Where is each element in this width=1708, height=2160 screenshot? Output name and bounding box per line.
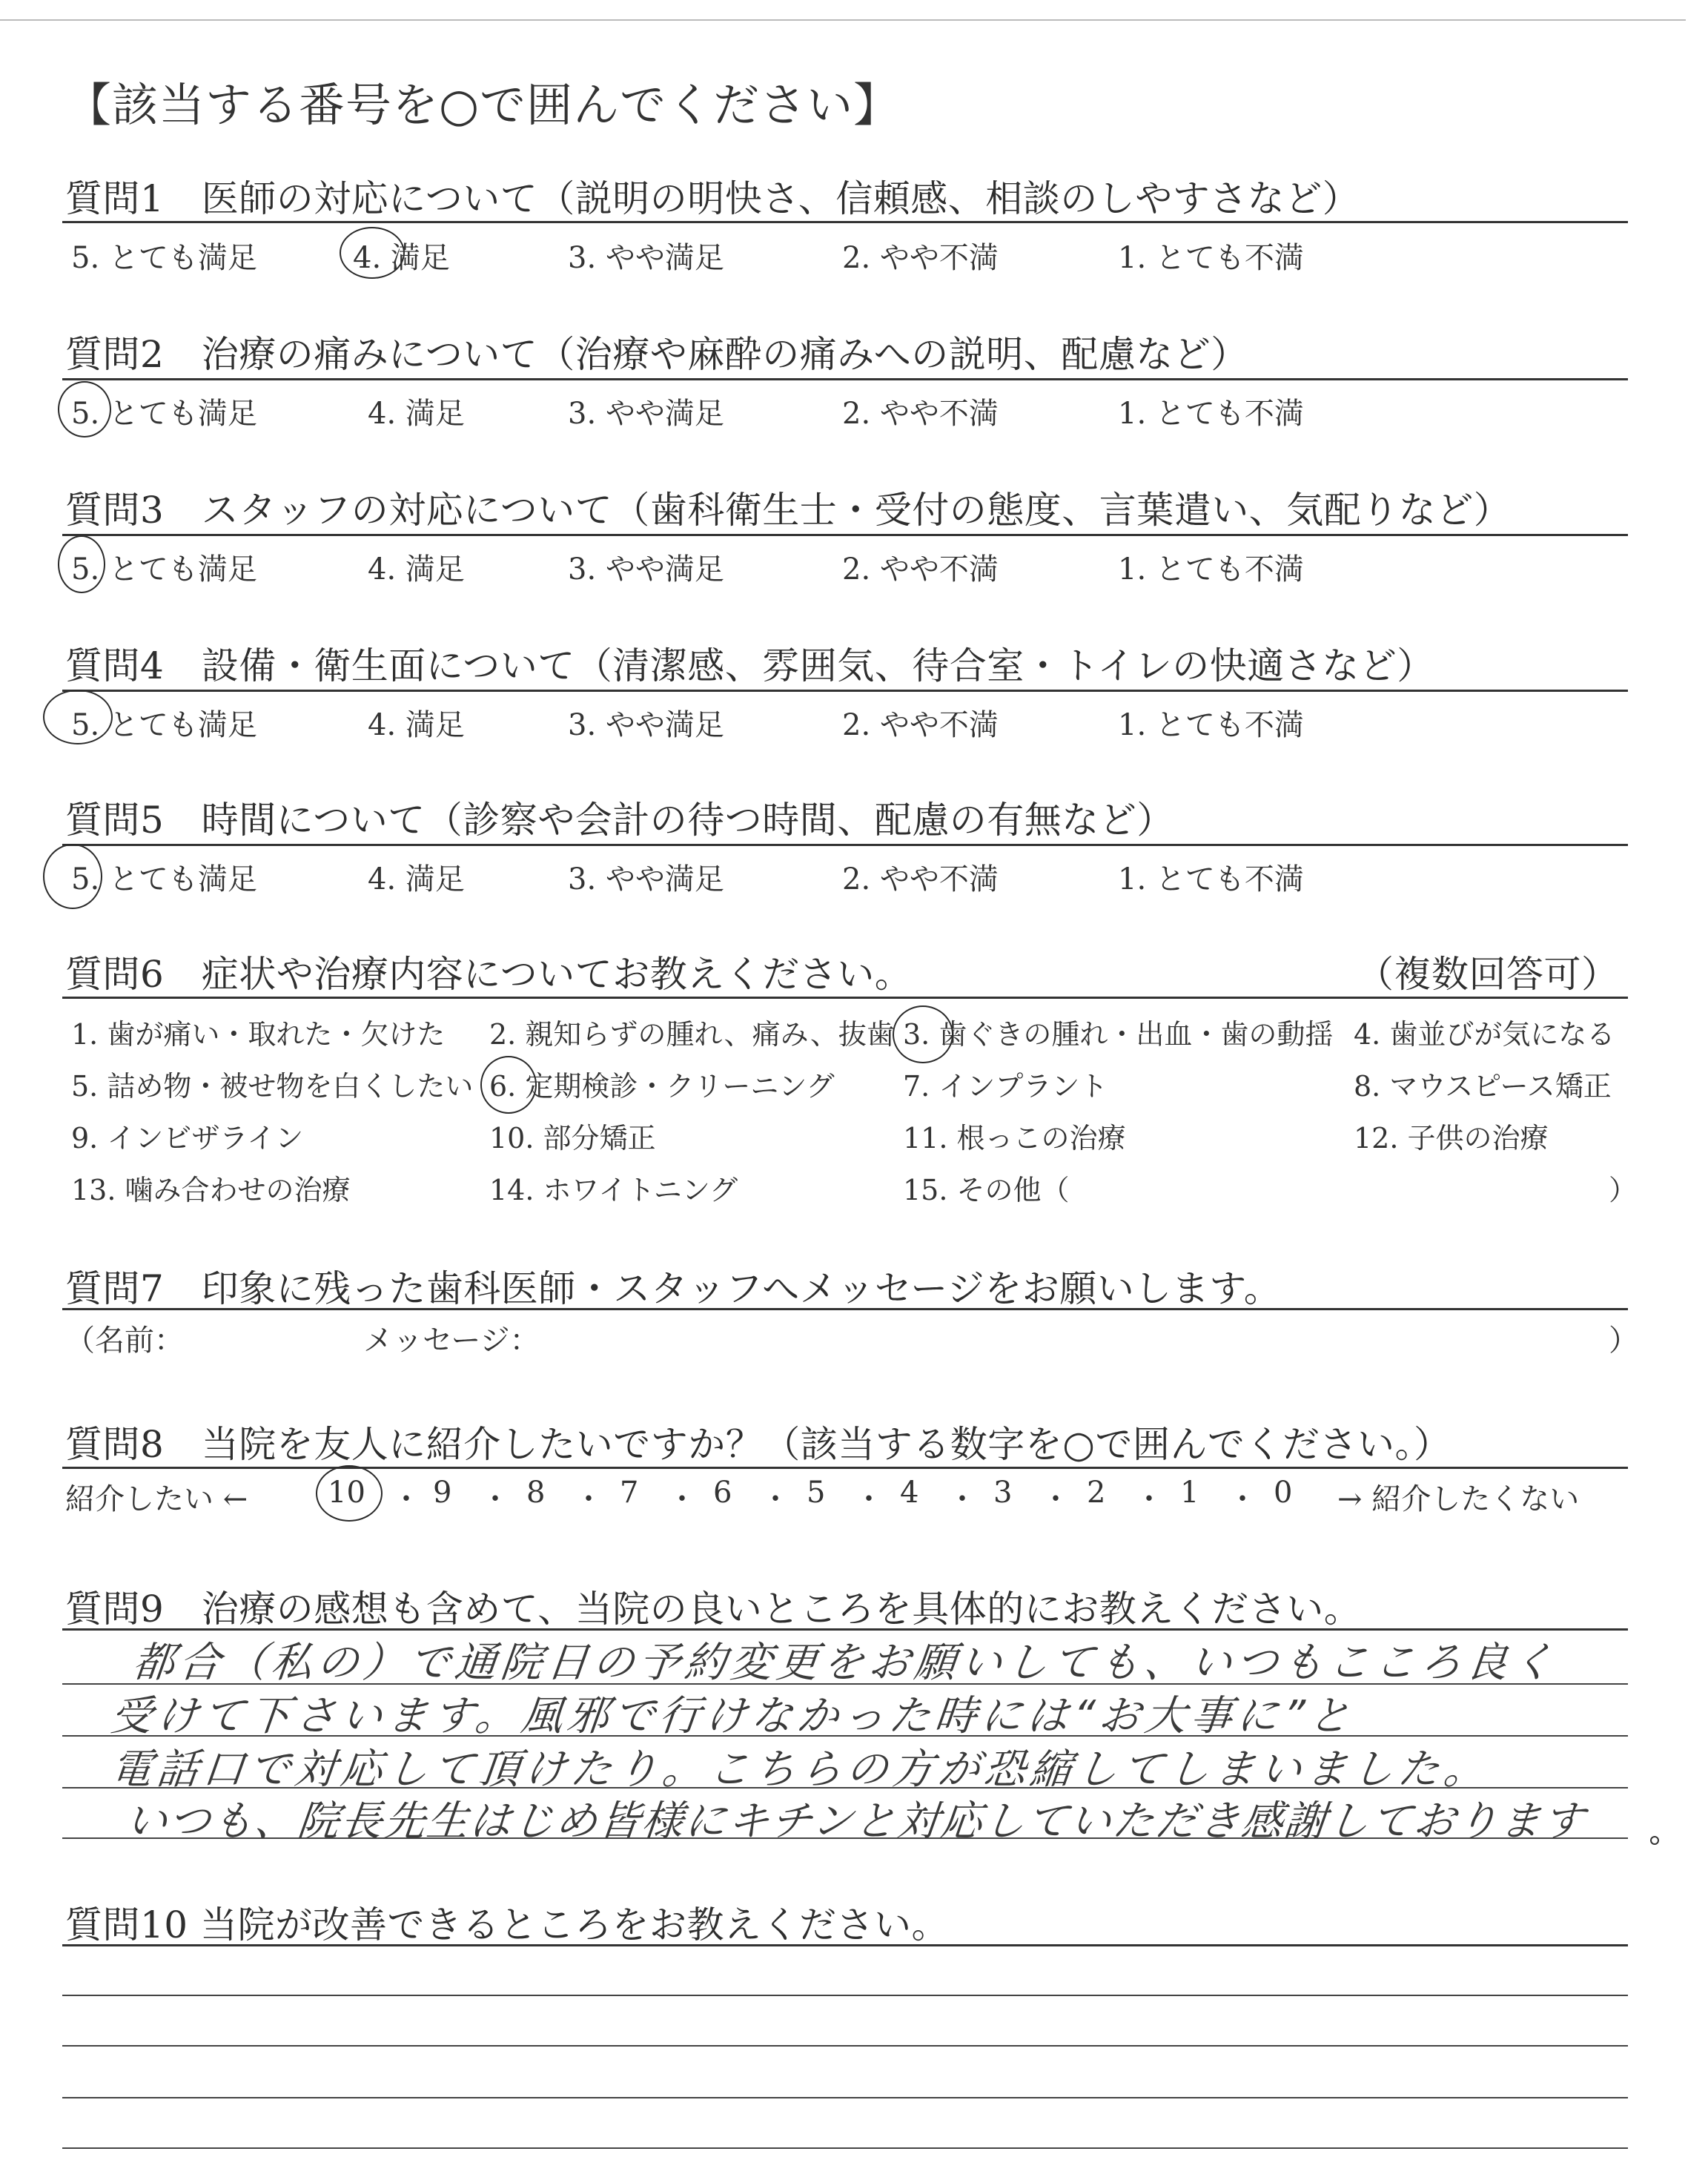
q9-answer-text: いつも、院長先生はじめ皆様にキチンと対応していただき感謝しております [123,1797,1589,1846]
q8-right-label: → 紹介したくない [1337,1482,1580,1516]
q8-scale-9[interactable]: 9 [433,1476,452,1510]
q8-dot: ・ [574,1482,603,1516]
q3-opt-4[interactable]: 4. 満足 [368,552,465,587]
q8-scale-0[interactable]: 0 [1274,1476,1293,1510]
q3-selection-circle [58,535,105,593]
q6-heading: 質問6 症状や治療内容についてお教えください。 [65,953,913,996]
q7-rule [62,1308,1628,1310]
q4-heading: 質問4 設備・衛生面について（清潔感、雰囲気、待合室・トイレの快適さなど） [65,644,1434,687]
q1-opt-3[interactable]: 3. やや満足 [568,241,724,275]
q8-dot: ・ [1228,1482,1257,1516]
q10-answer-line [62,2045,1628,2047]
q4-opt-1[interactable]: 1. とても不満 [1118,708,1304,742]
q8-heading: 質問8 当院を友人に紹介したいですか？（該当する数字を○で囲んでください。） [65,1423,1452,1466]
q6-opt-2[interactable]: 2. 親知らずの腫れ、痛み、抜歯 [489,1018,895,1051]
q10-answer-line [62,2097,1628,2098]
q4-opt-3[interactable]: 3. やや満足 [568,708,724,742]
q2-opt-1[interactable]: 1. とても不満 [1118,397,1304,431]
q8-scale-3[interactable]: 3 [993,1476,1013,1510]
q8-dot: ・ [1134,1482,1164,1516]
q2-opt-2[interactable]: 2. やや不満 [842,397,999,431]
q3-rule [62,534,1628,536]
q8-scale-8[interactable]: 8 [526,1476,546,1510]
q1-opt-1[interactable]: 1. とても不満 [1118,241,1304,275]
scan-edge-line [0,19,1686,21]
q1-rule [62,221,1628,223]
q6-opt-6[interactable]: 6. 定期検診・クリーニング [489,1070,835,1103]
q8-scale-1[interactable]: 1 [1180,1476,1199,1510]
q8-dot: ・ [667,1482,697,1516]
q4-opt-4[interactable]: 4. 満足 [368,708,465,742]
q5-opt-2[interactable]: 2. やや不満 [842,862,999,896]
q1-selection-circle [340,227,405,279]
q5-heading: 質問5 時間について（診察や会計の待つ時間、配慮の有無など） [65,799,1174,842]
q6-opt-11[interactable]: 11. 根っこの治療 [903,1122,1126,1155]
q6-opt-12[interactable]: 12. 子供の治療 [1354,1122,1549,1155]
q6-opt-7[interactable]: 7. インプラント [903,1070,1108,1103]
q7-close: ） [1609,1324,1638,1358]
q1-opt-4[interactable]: 4. 満足 [353,241,450,275]
q9-answer-text: 受けて下さいます。風邪で行けなかった時には“お大事に”と [108,1692,1357,1740]
q3-opt-2[interactable]: 2. やや不満 [842,552,999,587]
q2-rule [62,378,1628,380]
q8-scale-6[interactable]: 6 [713,1476,732,1510]
q7-name-label: （名前： [65,1324,184,1358]
q5-opt-3[interactable]: 3. やや満足 [568,862,724,896]
q1-heading: 質問1 医師の対応について（説明の明快さ、信頼感、相談のしやすさなど） [65,177,1360,220]
q7-heading: 質問7 印象に残った歯科医師・スタッフへメッセージをお願いします。 [65,1267,1282,1310]
q2-opt-3[interactable]: 3. やや満足 [568,397,724,431]
q5-rule [62,844,1628,846]
q6-opt-1[interactable]: 1. 歯が痛い・取れた・欠けた [71,1018,446,1051]
q10-heading: 質問10 当院が改善できるところをお教えください。 [65,1903,950,1946]
q8-scale-5[interactable]: 5 [807,1476,826,1510]
q5-opt-4[interactable]: 4. 満足 [368,862,465,896]
q8-dot: ・ [854,1482,884,1516]
q8-selection-circle [316,1465,383,1522]
q6-rule [62,997,1628,999]
q10-rule [62,1944,1628,1946]
q3-opt-3[interactable]: 3. やや満足 [568,552,724,587]
q6-opt-9[interactable]: 9. インビザライン [71,1122,304,1155]
q10-answer-line [62,1995,1628,1996]
q6-opt-13[interactable]: 13. 噛み合わせの治療 [71,1174,351,1206]
q9-answer-text: 都合（私の）で通院日の予約変更をお願いしても、いつもこころ良く [130,1639,1560,1687]
q2-opt-4[interactable]: 4. 満足 [368,397,465,431]
q2-heading: 質問2 治療の痛みについて（治療や麻酔の痛みへの説明、配慮など） [65,333,1248,376]
q9-heading: 質問9 治療の感想も含めて、当院の良いところを具体的にお教えください。 [65,1588,1362,1631]
q6-opt-15[interactable]: 15. その他（ [903,1174,1070,1206]
q6-opt-3[interactable]: 3. 歯ぐきの腫れ・出血・歯の動揺 [903,1018,1334,1051]
q8-scale-4[interactable]: 4 [900,1476,919,1510]
q1-opt-2[interactable]: 2. やや不満 [842,241,999,275]
q5-opt-5[interactable]: 5. とても満足 [71,862,257,896]
q6-opt-4[interactable]: 4. 歯並びが気になる [1354,1018,1615,1051]
q8-dot: ・ [391,1482,421,1516]
q2-opt-5[interactable]: 5. とても満足 [71,397,257,431]
q4-opt-5[interactable]: 5. とても満足 [71,708,257,742]
q5-opt-1[interactable]: 1. とても不満 [1118,862,1304,896]
q7-message-label: メッセージ： [363,1324,540,1358]
q1-opt-5[interactable]: 5. とても満足 [71,241,257,275]
q8-dot: ・ [1041,1482,1070,1516]
page-title: 【該当する番号を○で囲んでください】 [65,78,901,132]
q3-heading: 質問3 スタッフの対応について（歯科衛生士・受付の態度、言葉遣い、気配りなど） [65,489,1512,532]
q3-opt-1[interactable]: 1. とても不満 [1118,552,1304,587]
q10-answer-line [62,2147,1628,2149]
q6-opt-5[interactable]: 5. 詰め物・被せ物を白くしたい [71,1070,474,1103]
q4-selection-circle [43,690,113,744]
q3-opt-5[interactable]: 5. とても満足 [71,552,257,587]
q5-selection-circle [43,844,102,909]
q6-other-close: ） [1609,1174,1638,1206]
q8-left-label: 紹介したい ← [65,1482,248,1516]
q8-rule [62,1467,1628,1469]
q4-opt-2[interactable]: 2. やや不満 [842,708,999,742]
q6-note: （複数回答可） [1357,953,1619,996]
q2-selection-circle [58,381,111,437]
q8-scale-7[interactable]: 7 [620,1476,639,1510]
q6-opt-14[interactable]: 14. ホワイトニング [489,1174,738,1206]
q9-answer-text: 電話口で対応して頂けたり。こちらの方が恐縮してしまいました。 [108,1745,1492,1794]
q8-scale-2[interactable]: 2 [1087,1476,1106,1510]
q8-dot: ・ [761,1482,790,1516]
q4-rule [62,690,1628,692]
q6-selection-circle-3 [893,1005,953,1063]
q6-selection-circle-6 [480,1056,537,1114]
q6-opt-8[interactable]: 8. マウスピース矯正 [1354,1070,1612,1103]
handwritten-period [1650,1836,1659,1845]
q8-scale-10[interactable]: 10 [328,1476,365,1510]
q6-opt-10[interactable]: 10. 部分矯正 [489,1122,656,1155]
q8-dot: ・ [480,1482,510,1516]
q8-dot: ・ [947,1482,977,1516]
